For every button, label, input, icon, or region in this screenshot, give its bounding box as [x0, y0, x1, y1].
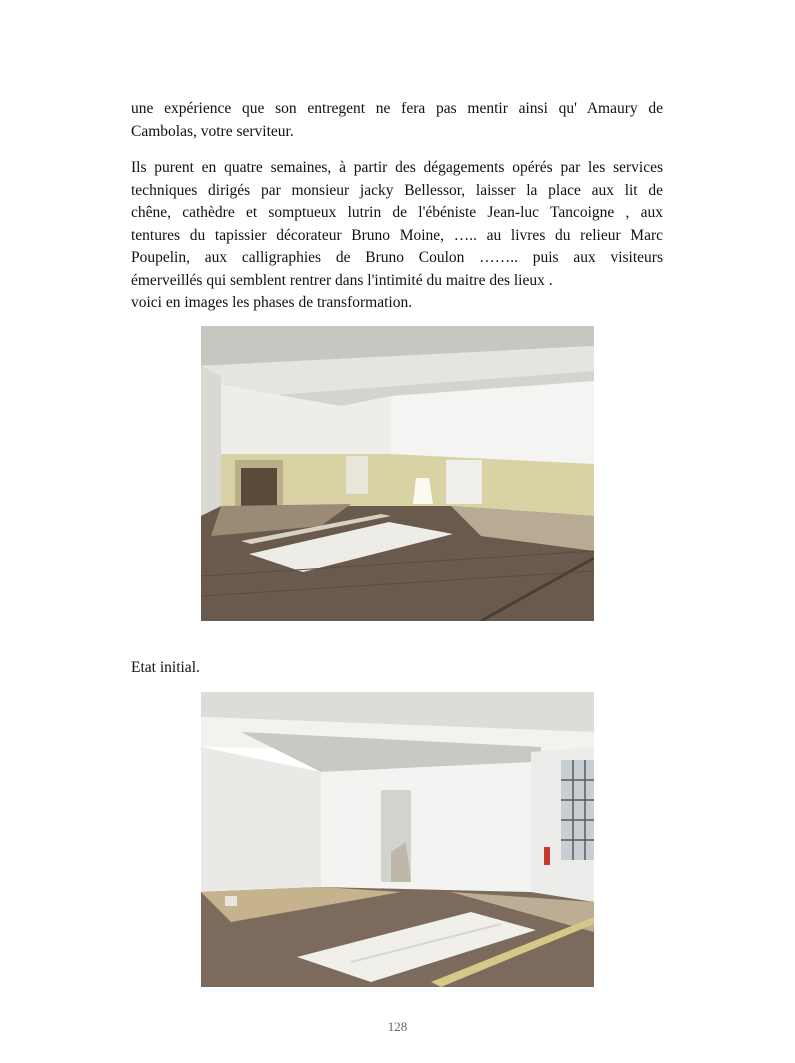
- photo-painted-room: [201, 692, 594, 987]
- paragraph-intro: [131, 98, 663, 143]
- text-line: Poupelin, aux calligraphies de Bruno Coulon …….. puis aux visiteurs: [131, 249, 663, 266]
- text-line: une expérience que son entregent ne fera pas mentir ainsi qu' Amaury de: [131, 100, 663, 117]
- text-line: Ils purent en quatre semaines, à partir des dégagements opérés par les services: [131, 159, 663, 176]
- text-line: tentures du tapissier décorateur Bruno Moine, ….. au livres du relieur Marc: [131, 226, 663, 244]
- room-photo-1: [201, 326, 594, 621]
- paragraph-transformation: [131, 157, 663, 315]
- photo-initial-room: [201, 326, 594, 621]
- page-number: 128: [387, 1019, 408, 1034]
- text-line: techniques dirigés par monsieur jacky Bellessor, laisser la place aux lit de: [131, 181, 663, 199]
- text-line: voici en images les phases de transformation.: [131, 294, 413, 311]
- text-line: émerveillés qui semblent rentrer dans l'intimité du maitre des lieux .: [131, 271, 553, 289]
- text-line: Cambolas, votre serviteur.: [131, 122, 294, 140]
- text-line: chêne, cathèdre et somptueux lutrin de l'ébéniste Jean-luc Tancoigne , aux: [131, 204, 663, 221]
- caption-initial-state: Etat initial.: [131, 659, 200, 676]
- room-photo-2: [201, 692, 594, 987]
